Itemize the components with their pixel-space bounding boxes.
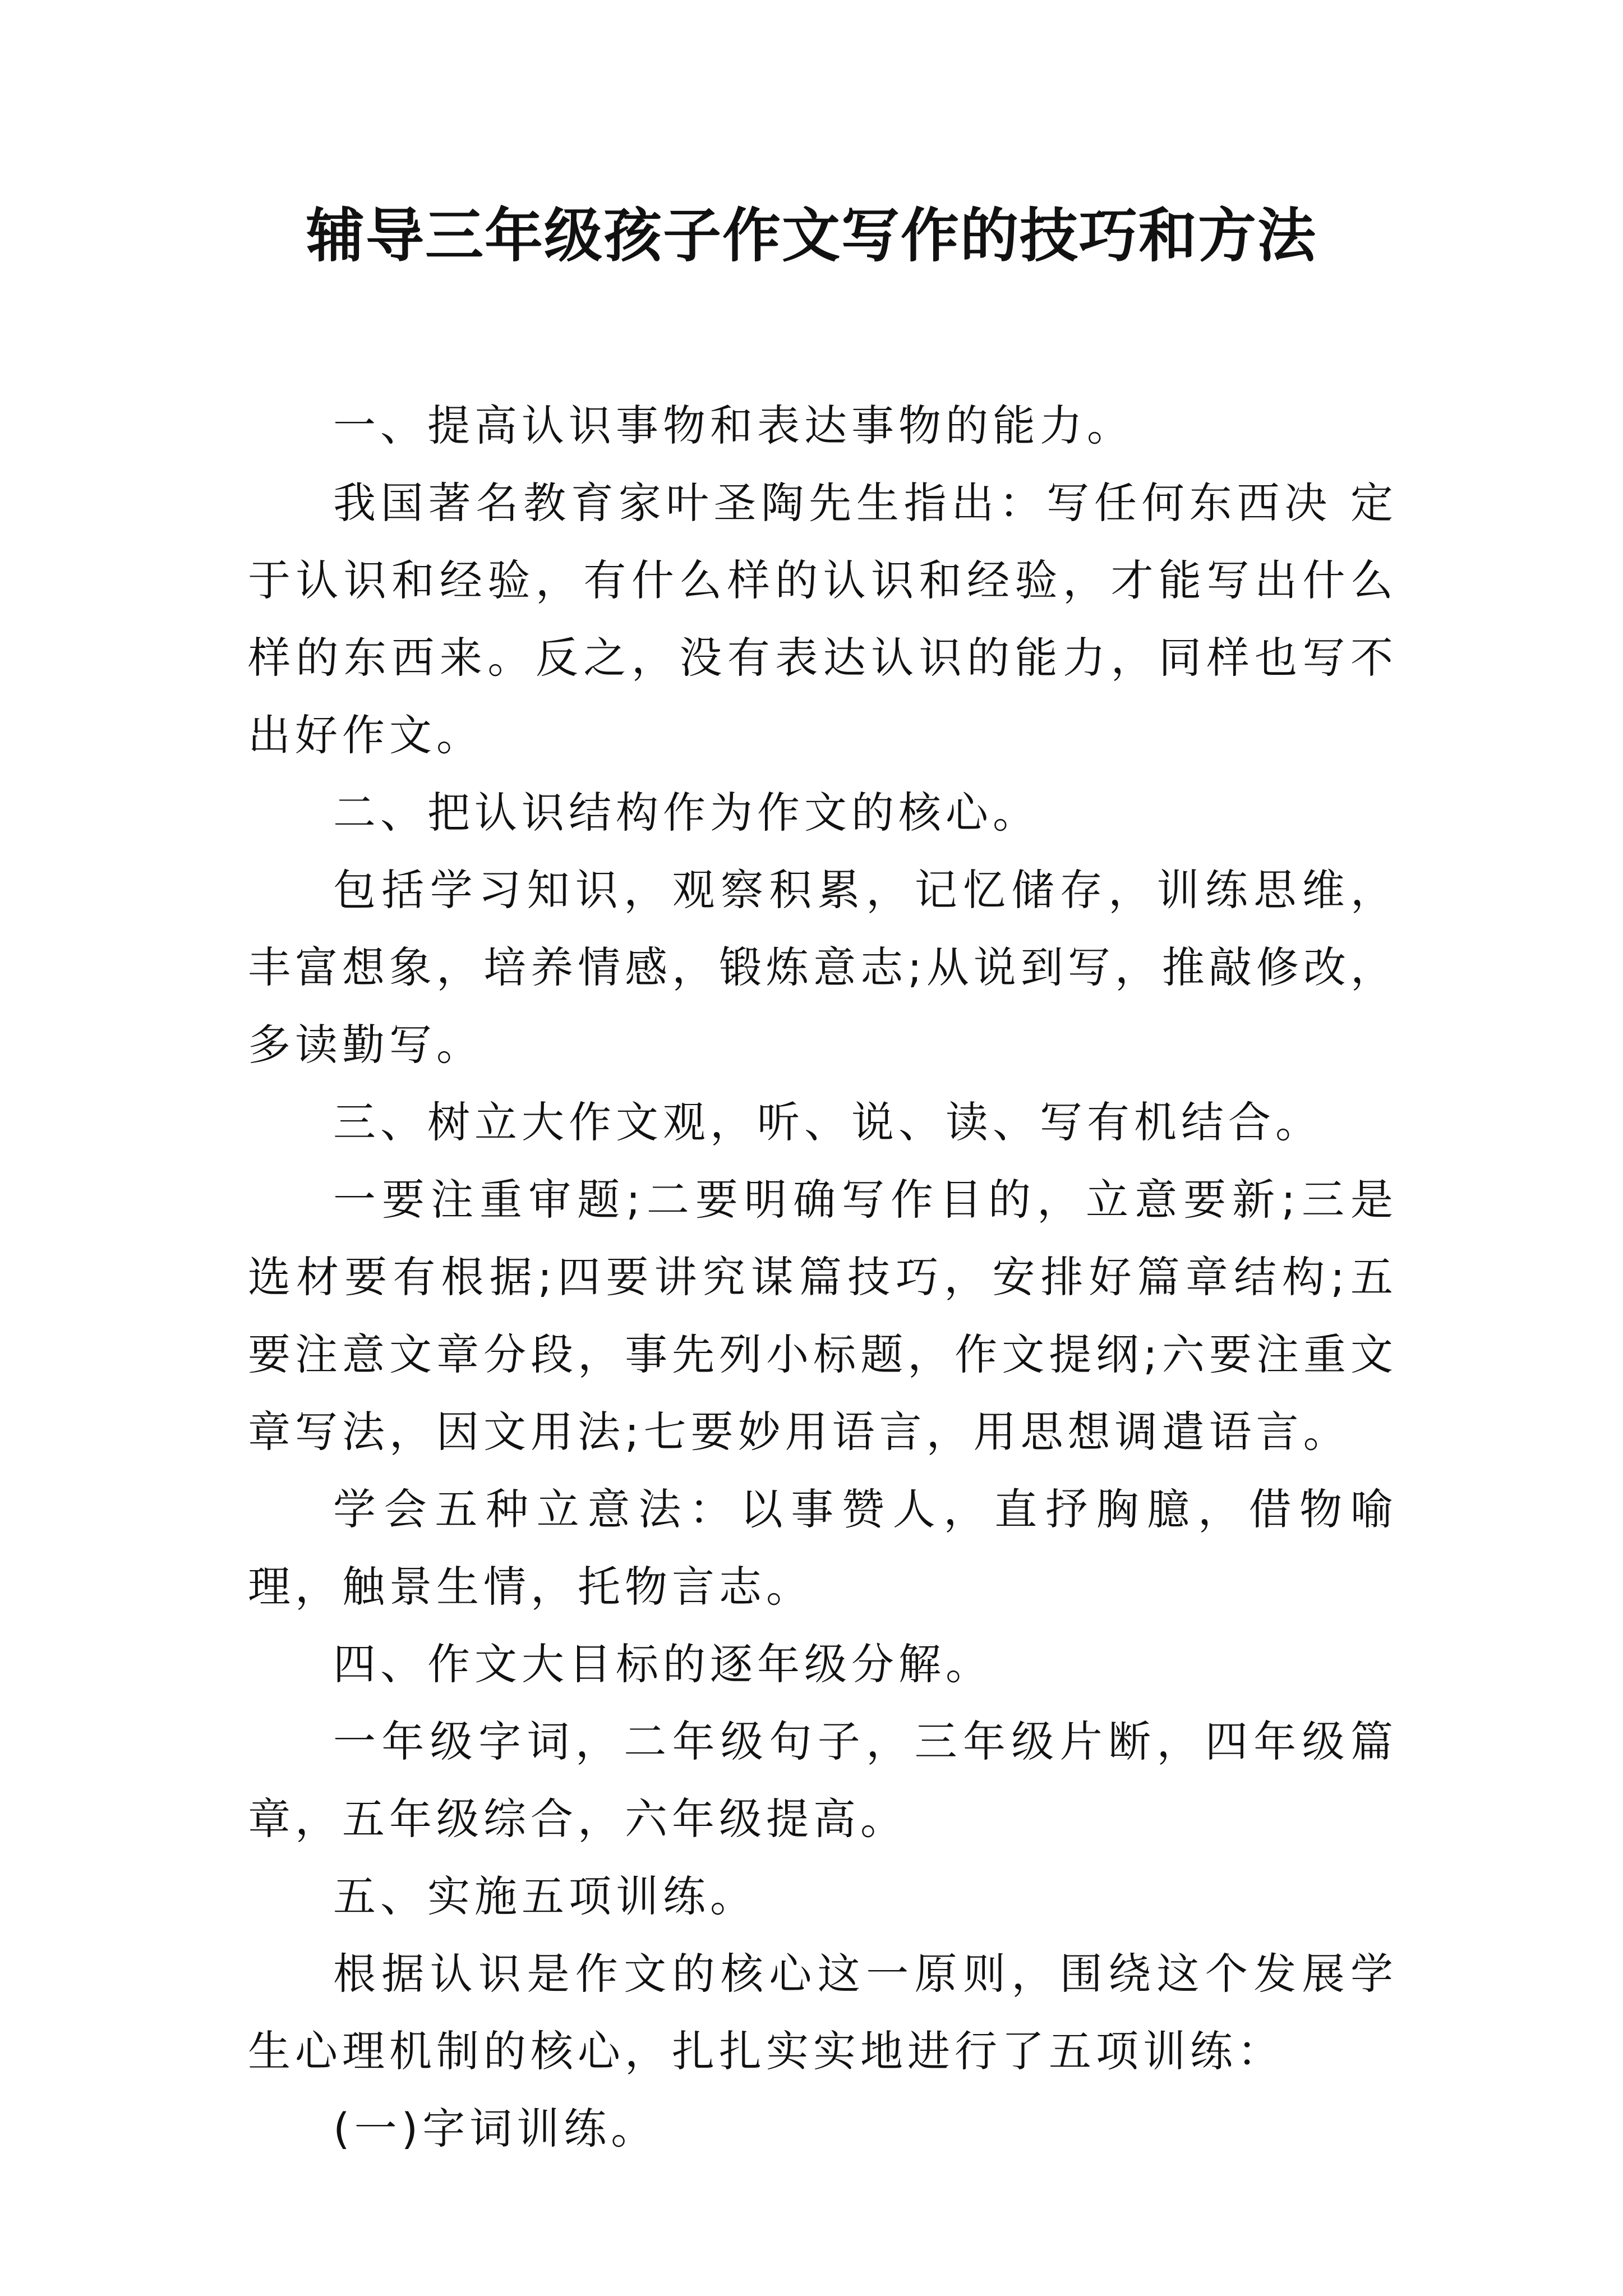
document-title: 辅导三年级孩子作文写作的技巧和方法: [306, 201, 1317, 270]
subheading-paragraph: (一)字词训练。: [333, 2104, 658, 2154]
body-paragraph: 学会五种立意法：以事赞人，直抒胸臆，借物喻理，触景生情，托物言志。: [248, 1484, 1398, 1612]
heading-paragraph: 二、把认识结构作为作文的核心。: [333, 788, 1040, 838]
heading-paragraph: 五、实施五项训练。: [333, 1871, 757, 1921]
document-body: [248, 387, 1398, 2168]
body-paragraph: 我国著名教育家叶圣陶先生指出：写任何东西决 定于认识和经验，有什么样的认识和经验，才能写出什么样的东西来。反之，没有表达认识的能力，同样也写不出好作文。: [248, 478, 1398, 760]
heading-paragraph: 一、提高认识事物和表达事物的能力。: [333, 401, 1134, 450]
body-paragraph: 一要注重审题;二要明确写作目的，立意要新;三是选材要有根据;四要讲究谋篇技巧，安排好篇章结构;五要注意文章分段，事先列小标题，作文提纲;六要注重文章写法，因文用法;七要妙用语言，用思想调遣语言。: [248, 1175, 1398, 1457]
body-paragraph: 一年级字词，二年级句子，三年级片断，四年级篇章，五年级综合，六年级提高。: [248, 1717, 1398, 1844]
body-paragraph: 包括学习知识，观察积累，记忆储存，训练思维，丰富想象，培养情感，锻炼意志;从说到写，推敲修改，多读勤写。: [248, 865, 1398, 1070]
heading-paragraph: 三、树立大作文观，听、说、读、写有机结合。: [333, 1097, 1322, 1147]
heading-paragraph: 四、作文大目标的逐年级分解。: [333, 1639, 993, 1689]
body-paragraph: 根据认识是作文的核心这一原则，围绕这个发展学生心理机制的核心，扎扎实实地进行了五项训练：: [248, 1949, 1398, 2076]
